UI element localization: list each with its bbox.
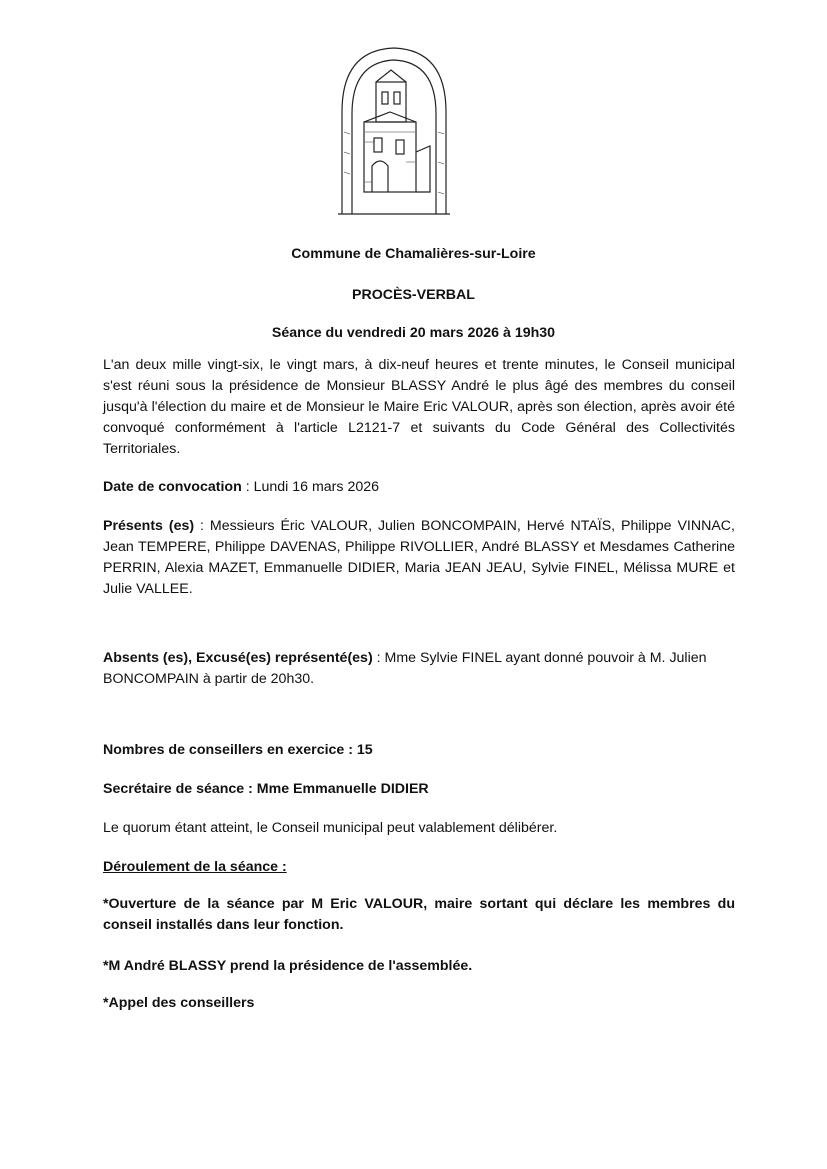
proceedings-item: *Ouverture de la séance par M Eric VALOUR, maire sortant qui déclare les membres du conseil installés dans leur fonction. <box>103 896 735 933</box>
separator: : <box>194 518 210 534</box>
convocation-line <box>103 477 735 498</box>
separator: : <box>241 479 254 495</box>
absents-paragraph <box>103 648 728 690</box>
session-date: Séance du vendredi 20 mars 2026 à 19h30 <box>271 325 556 341</box>
councillors-count: Nombres de conseillers en exercice : 15 <box>103 742 373 758</box>
convocation-label: Date de convocation <box>103 479 242 495</box>
document-title: PROCÈS-VERBAL <box>352 287 475 303</box>
presents-list: Messieurs Éric VALOUR, Julien BONCOMPAIN, Hervé NTAÏS, Philippe VINNAC, Jean TEMPERE, Philippe DAVENAS, Philippe RIVOLLIER, André BLASSY et Mesdames Catherine PERRIN, Alexia MAZET, Emmanuelle DIDIER, Maria JEAN JEAU, Sylvie FINEL, Mélissa MURE et Julie VALLEE. <box>103 518 735 597</box>
commune-logo-church-illustration <box>334 42 454 218</box>
presents-paragraph <box>103 516 735 600</box>
session-secretary: Secrétaire de séance : Mme Emmanuelle DIDIER <box>103 781 429 797</box>
intro-paragraph: L'an deux mille vingt-six, le vingt mars, à dix-neuf heures et trente minutes, le Conseil municipal s'est réuni sous la présidence de Monsieur BLASSY André le plus âgé des membres du conseil jusqu'à l'élection du maire et de Monsieur le Maire Eric VALOUR, après son élection, après avoir été convoqué conformément à l'article L2121-7 et suivants du Code Général des Collectivités Territoriales. <box>103 357 735 457</box>
convocation-date: Lundi 16 mars 2026 <box>253 479 380 495</box>
presents-label: Présents (es) <box>103 518 195 534</box>
proceedings-heading: Déroulement de la séance : <box>103 859 287 875</box>
absents-label: Absents (es), Excusé(es) représenté(es) <box>103 650 373 666</box>
absents-list: Mme Sylvie FINEL ayant donné pouvoir à M. Julien BONCOMPAIN à partir de 20h30. <box>103 650 707 687</box>
proceedings-item: *M André BLASSY prend la présidence de l'assemblée. <box>103 958 473 974</box>
separator: : <box>372 650 385 666</box>
commune-name: Commune de Chamalières-sur-Loire <box>291 246 536 262</box>
quorum-statement: Le quorum étant atteint, le Conseil municipal peut valablement délibérer. <box>103 820 558 836</box>
proceedings-item: *Appel des conseillers <box>103 995 255 1011</box>
